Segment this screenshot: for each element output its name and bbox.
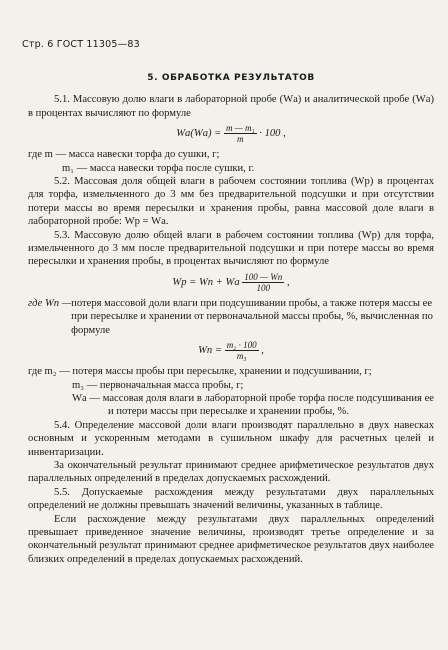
formula-1-tail: · 100 ,: [256, 128, 286, 140]
paragraph-5-4b: За окончательный результат принимают среднее арифметическое результатов двух параллельных определений в пределах допускаемых расхождений.: [28, 459, 434, 485]
formula-2-lhs: Wр = Wп + Wа: [172, 276, 243, 288]
paragraph-5-3: 5.3. Массовую долю общей влаги в рабочем состоянии топлива (Wр) для торфа, измельченного до 3 мм после предварительной подсушки и при потере массы во время пересылки и хранения пробы, в процентах вычисляют по формуле: [28, 229, 434, 268]
formula-3-lhs: Wп =: [198, 345, 225, 357]
where-3-c: Wа — массовая доля влаги в лабораторной пробе торфа после подсушивания ее и потери массы при пересылке и хранении пробы, %.: [72, 392, 434, 418]
formula-2-tail: ,: [284, 276, 290, 288]
formula-3-numerator: m₂ · 100: [226, 340, 257, 351]
paragraph-5-2: 5.2. Массовая доля общей влаги в рабочем состоянии топлива (Wр) в процентах для торфа, измельченного до 3 мм без предварительной подсушки и при отсутствии потери массы во время пересылки и хранения пробы, равна массовой доле влаги в лабораторной пробе: Wр = Wа.: [28, 176, 434, 228]
formula-2-denominator: 100: [256, 282, 271, 293]
formula-loss: [28, 340, 434, 361]
formula-1-fraction: [224, 123, 257, 144]
where-1-a: где m — масса навески торфа до сушки, г;: [28, 149, 220, 161]
formula-total-moisture: [28, 272, 434, 293]
formula-2-fraction: [242, 272, 284, 293]
paragraph-5-1: 5.1. Массовую долю влаги в лабораторной пробе (Wа) и аналитической пробе (Wа) в процентах вычисляют по формуле: [28, 94, 434, 119]
formula-1-denominator: m: [237, 134, 244, 145]
where-1-b: m₁ — масса навески торфа после сушки, г.: [62, 162, 255, 174]
where-2-label: где Wп —: [28, 297, 72, 309]
where-2-text: потеря массовой доли влаги при подсушивании пробы, а также потеря массы ее при пересылке и хранении от первоначальной массы пробы, %, вычисленная по формуле: [71, 297, 433, 336]
paragraph-5-5: 5.5. Допускаемые расхождения между результатами двух параллельных определений не должны превышать значений величины, указанных в таблице.: [28, 486, 434, 512]
page-header: Стр. 6 ГОСТ 11305—83: [22, 39, 140, 50]
formula-2-numerator: 100 — Wп: [244, 271, 283, 282]
formula-3-denominator: m₃: [236, 351, 247, 362]
formula-1-numerator: m — m₁: [225, 123, 255, 134]
paragraph-5-4a: 5.4. Определение массовой доли влаги производят параллельно в двух навесках основным и ускоренным методами в сушильном шкафу для расчетных целей и инвентаризации.: [28, 419, 434, 458]
formula-3-fraction: [225, 340, 259, 361]
where-3-b: m₃ — первоначальная масса пробы, г;: [72, 379, 244, 391]
where-2: [28, 297, 434, 337]
paragraph-last: Если расхождение между результатами двух параллельных определений превышает приведенное значение величины, производят третье определение и за окончательный результат принимают среднее арифметическое результатов двух наиболее близких определений в пределах допускаемых расхождений.: [28, 513, 434, 565]
formula-3-tail: ,: [258, 345, 264, 357]
section-title: 5. ОБРАБОТКА РЕЗУЛЬТАТОВ: [147, 73, 315, 83]
where-1-label: где: [28, 149, 45, 161]
formula-moisture: [28, 123, 434, 144]
where-3-a: где m₂ — потеря массы пробы при пересылке, хранении и подсушивании, г;: [28, 366, 372, 378]
formula-1-lhs: Wа(Wа) =: [176, 128, 224, 140]
